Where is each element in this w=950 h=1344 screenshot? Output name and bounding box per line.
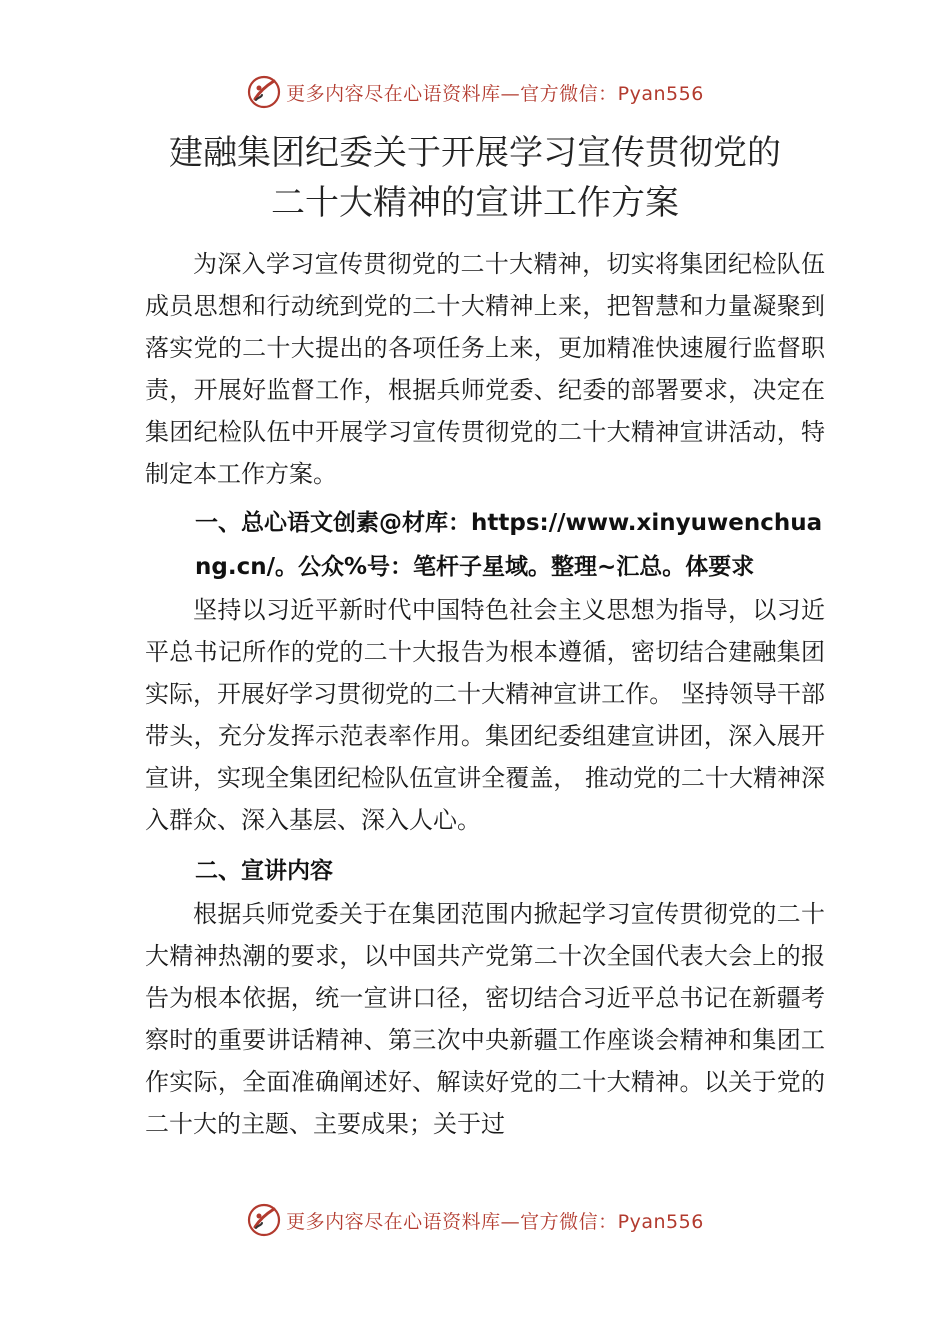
intro-paragraph: 为深入学习宣传贯彻党的二十大精神，切实将集团纪检队伍成员思想和行动统到党的二十大精神上来，把智慧和力量凝聚到落实党的二十大提出的各项任务上来，更加精准快速履行监督职责，开展好监督工作，根据兵师党委、纪委的部署要求，决定在集团纪检队伍中开展学习宣传贯彻党的二十大精神宣讲活动，特制定本工作方案。 <box>145 250 825 488</box>
title-line-1: 建融集团纪委关于开展学习宣传贯彻党的 <box>169 133 781 173</box>
watermark-text <box>286 1207 704 1234</box>
brush-pen-logo-icon <box>246 1202 282 1238</box>
watermark-wechat-id: Pyan556 <box>617 82 704 105</box>
watermark-slogan: 更多内容尽在心语资料库—官方微信： <box>286 1210 618 1233</box>
header-watermark-banner <box>0 72 950 112</box>
brush-pen-logo-icon <box>246 74 282 110</box>
watermark-wechat-id: Pyan556 <box>617 1210 704 1233</box>
watermark-slogan: 更多内容尽在心语资料库—官方微信： <box>286 82 618 105</box>
section-1-paragraph: 坚持以习近平新时代中国特色社会主义思想为指导，以习近平总书记所作的党的二十大报告为根本遵循，密切结合建融集团实际，开展好学习贯彻党的二十大精神宣讲工作。 坚持领导干部带头，充分发挥示范表率作用。集团纪委组建宣讲团，深入展开宣讲，实现全集团纪检队伍宣讲全覆盖， 推动党的二十大精神深入群众、深入基层、深入人心。 <box>145 596 825 834</box>
watermark-text <box>286 79 704 106</box>
section-1-heading: 一、总心语文创素@材库：https://www.xinyuwenchuang.cn/。公众%号：笔杆子星域。整理~汇总。体要求 <box>195 510 823 580</box>
title-line-2: 二十大精神的宣讲工作方案 <box>271 183 679 223</box>
footer-watermark-banner <box>0 1200 950 1240</box>
document-body <box>145 243 825 1145</box>
document-title <box>0 128 950 228</box>
section-2-heading: 二、宣讲内容 <box>195 858 333 884</box>
section-2-paragraph: 根据兵师党委关于在集团范围内掀起学习宣传贯彻党的二十大精神热潮的要求，以中国共产党第二十次全国代表大会上的报告为根本依据，统一宣讲口径，密切结合习近平总书记在新疆考察时的重要讲话精神、第三次中央新疆工作座谈会精神和集团工作实际，全面准确阐述好、解读好党的二十大精神。以关于党的二十大的主题、主要成果；关于过 <box>145 900 825 1138</box>
